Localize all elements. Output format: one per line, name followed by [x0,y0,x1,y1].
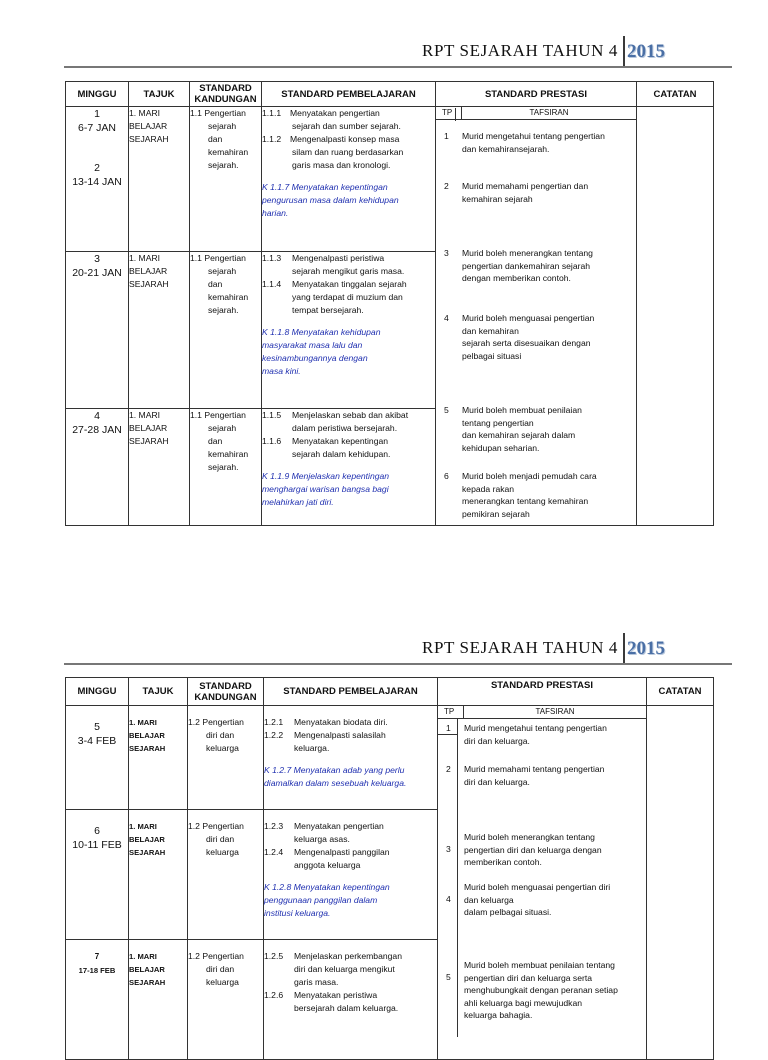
standard-prestasi-cell [438,706,647,1060]
sk-line: keluarga [206,743,239,753]
sp-item [264,729,437,755]
week-date: 3-4 FEB [77,735,117,747]
tajuk-line: 1. MARI [129,253,161,263]
tajuk-line: 1. MARI [129,718,157,727]
tafsiran-line: Murid boleh menguasai pengertian diri [464,882,611,892]
tafsiran-line: pengertian diri dan keluarga dengan [464,844,602,855]
sp-line: sejarah dan sumber sejarah. [292,121,401,131]
tajuk-line: BELAJAR [129,731,165,740]
tafsiran-line: Murid boleh menguasai pengertian [462,313,595,323]
minggu-cell [66,706,129,810]
tafsiran-line: kemahiran sejarah [462,193,533,204]
header-rule [64,66,732,68]
sk-line: diri dan [206,964,235,974]
standard-kandungan-cell [190,107,262,252]
header-divider [623,633,625,665]
col-standard-pembelajaran: STANDARD PEMBELAJARAN [262,82,436,107]
kk-line: menghargai warisan bangsa bagi [262,484,389,494]
sp-number: 1.2.5 [264,951,284,961]
col-sk-line2: KANDUNGAN [194,691,257,703]
tafsiran-line: Murid boleh menjadi pemudah cara [462,471,597,481]
sp-number: 1.2.1 [264,717,284,727]
standard-kandungan-cell [188,810,264,940]
tp-header: TP [436,107,462,120]
sk-line: sejarah. [208,462,239,472]
tajuk-line: 1. MARI [129,410,161,420]
tafsiran-line: sejarah serta disesuaikan dengan [462,338,591,348]
col-tajuk: TAJUK [129,678,188,706]
sk-line: dan [208,436,223,446]
tafsiran-line: dan keluarga [464,894,514,905]
catatan-cell [637,107,714,526]
sp-line: dalam peristiwa bersejarah. [292,423,398,433]
sp-line: tempat bersejarah. [292,305,364,315]
kk-line: K 1.1.9 Menjelaskan kepentingan [262,471,390,481]
col-sk-line1: STANDARD [199,83,252,94]
week-date: 20-21 JAN [72,267,122,279]
col-tajuk: TAJUK [129,82,190,107]
sk-line: keluarga [206,977,239,987]
tp-number: 3 [444,248,449,258]
tajuk-line: BELAJAR [129,835,165,844]
tafsiran-line: dengan memberikan contoh. [462,273,571,283]
header-divider [623,36,625,68]
tajuk-line: SEJARAH [129,848,166,857]
col-standard-kandungan [190,82,262,107]
tajuk-line: SEJARAH [129,279,169,289]
sp-line: sejarah mengikut garis masa. [292,266,405,276]
tp-number: 4 [446,894,451,904]
col-catatan: CATATAN [647,678,714,706]
week-number: 1 [94,108,100,120]
elemen-merentas [262,470,435,509]
week-date: 17-18 FEB [78,966,116,975]
week-number: 7 [94,952,100,961]
sk-line: 1.2 Pengertian [188,951,244,961]
elemen-merentas [262,326,435,378]
sp-line: anggota keluarga [294,860,361,870]
sp-number: 1.1.4 [262,279,282,289]
tajuk-line: 1. MARI [129,108,161,118]
tafsiran-line: Murid mengetahui tentang pengertian [462,131,605,141]
tajuk-cell [129,409,190,526]
tafsiran-line: Murid memahami pengertian dan [462,181,589,191]
tp-number: 2 [446,764,451,774]
sp-line: yang terdapat di muzium dan [292,292,403,302]
tajuk-cell [129,810,188,940]
sp-line: garis masa. [294,977,339,987]
kk-line: K 1.1.7 Menyatakan kepentingan [262,182,388,192]
sk-line: sejarah. [208,305,239,315]
sp-line: Menyatakan biodata diri. [294,717,388,727]
kk-line: institusi keluarga. [264,908,331,918]
kk-line: harian. [262,208,289,218]
tafsiran-line: pelbagai situasi [462,350,522,361]
header-title: RPT SEJARAH TAHUN 4 [422,638,618,657]
sp-line: Mengenalpasti panggilan [294,847,390,857]
tafsiran-line: dan kemahiransejarah. [462,143,550,154]
minggu-cell [66,107,129,252]
tafsiran-line: pengertian dankemahiran sejarah [462,260,591,271]
week-number: 6 [94,825,100,837]
sp-line: Menyatakan pengertian [290,108,380,118]
col-sk-line1: STANDARD [199,680,252,692]
kk-line: diamalkan dalam sesebuah keluarga. [264,778,407,788]
tp-number: 3 [446,844,451,854]
sk-line: dan [208,134,223,144]
sp-line: Menyatakan peristiwa [294,990,378,1000]
sp-item [262,435,435,461]
tafsiran-line: Murid boleh membuat penilaian [462,405,582,415]
sk-line: 1.1 Pengertian [190,108,246,118]
standard-prestasi-cell [436,107,637,526]
minggu-cell [66,409,129,526]
tajuk-line: BELAJAR [129,965,165,974]
sp-number: 1.1.5 [262,410,282,420]
tafsiran-line: keluarga bahagia. [464,1010,533,1020]
tafsiran-list [438,719,646,1037]
week-number: 2 [94,162,100,174]
tajuk-line: BELAJAR [129,266,168,276]
sk-line: dan [208,279,223,289]
col-catatan: CATATAN [637,82,714,107]
header-year: 2015 [627,638,665,659]
sp-line: keluarga. [294,743,330,753]
sp-item [262,278,435,317]
tafsiran-line: ahli keluarga bagi mewujudkan [464,997,583,1008]
week-date: 27-28 JAN [72,424,122,436]
kk-line: melahirkan jati diri. [262,497,334,507]
sp-line: keluarga asas. [294,834,350,844]
header-year: 2015 [627,41,665,62]
sk-line: 1.2 Pengertian [188,717,244,727]
tafsiran-line: pemikiran sejarah [462,508,530,519]
sp-line: Mengenalpasti salasilah [294,730,386,740]
sk-line: kemahiran [208,147,249,157]
tajuk-cell [129,107,190,252]
standard-kandungan-cell [188,940,264,1060]
tp-number: 2 [444,181,449,191]
catatan-cell [647,706,714,1060]
tafsiran-line: kehidupan seharian. [462,442,540,453]
tajuk-cell [129,252,190,409]
sp-line: Menyatakan pengertian [294,821,384,831]
tp-number: 5 [446,972,451,982]
kk-line: masyarakat masa lalu dan [262,340,363,350]
sp-item [262,409,435,435]
tajuk-line: BELAJAR [129,423,168,433]
tajuk-cell [129,940,188,1060]
week-number: 5 [94,721,100,733]
standard-kandungan-cell [190,252,262,409]
sk-line: 1.1 Pengertian [190,253,246,263]
kk-line: K 1.2.8 Menyatakan kepentingan [264,882,390,892]
tp-number: 4 [444,313,449,323]
minggu-cell [66,810,129,940]
tajuk-line: SEJARAH [129,978,166,987]
tajuk-line: SEJARAH [129,744,166,753]
tajuk-line: 1. MARI [129,822,157,831]
table-row [66,706,714,810]
header-title: RPT SEJARAH TAHUN 4 [422,41,618,60]
sp-line: garis masa dan kronologi. [292,160,391,170]
col-standard-kandungan [188,678,264,706]
kk-line: masa kini. [262,366,301,376]
week-date: 10-11 FEB [72,839,122,851]
sp-item [264,950,437,989]
sp-line: silam dan ruang berdasarkan [292,147,404,157]
sk-line: kemahiran [208,292,249,302]
sp-line: Menjelaskan perkembangan [294,951,402,961]
sk-line: kemahiran [208,449,249,459]
sp-number: 1.2.4 [264,847,284,857]
standard-pembelajaran-cell [262,107,436,252]
sp-number: 1.1.6 [262,436,282,446]
tajuk-line: 1. MARI [129,952,157,961]
sp-item [264,716,437,729]
tafsiran-line: memberikan contoh. [464,857,542,867]
rpt-table-1 [65,81,714,526]
tajuk-line: BELAJAR [129,121,168,131]
page-header [64,0,732,66]
col-minggu: MINGGU [66,82,129,107]
col-standard-prestasi: STANDARD PRESTASI [436,82,637,107]
sp-item [264,846,437,872]
tafsiran-line: dan kemahiran [462,325,519,336]
tafsiran-line: Murid mengetahui tentang pengertian [464,723,607,733]
col-standard-prestasi: STANDARD PRESTASI [438,678,647,706]
sk-line: sejarah [208,423,237,433]
sp-line: Menyatakan kepentingan [292,436,389,446]
kk-line: kesinambungannya dengan [262,353,368,363]
sp-line: diri dan keluarga mengikut [294,964,395,974]
sp-item [262,133,435,172]
sp-item [262,107,435,133]
sp-number: 1.1.2 [262,134,282,144]
tafsiran-list [436,120,636,521]
sp-number: 1.2.6 [264,990,284,1000]
standard-pembelajaran-cell [264,810,438,940]
page-header [64,597,732,663]
standard-pembelajaran-cell [264,940,438,1060]
sp-line: Mengenalpasti konsep masa [290,134,400,144]
tp-number: 1 [444,131,449,141]
standard-kandungan-cell [188,706,264,810]
sp-number: 1.2.3 [264,821,284,831]
sp-line: sejarah dalam kehidupan. [292,449,391,459]
tafsiran-line: diri dan keluarga. [464,776,530,787]
elemen-merentas [264,764,437,790]
tajuk-cell [129,706,188,810]
week-number: 3 [94,253,100,265]
sk-line: sejarah. [208,160,239,170]
sp-number: 1.1.1 [262,108,282,118]
tafsiran-line: Murid boleh membuat penilaian tentang [464,960,615,970]
tafsiran-line: pengertian diri dan keluarga serta [464,972,593,983]
standard-pembelajaran-cell [262,252,436,409]
sk-line: 1.2 Pengertian [188,821,244,831]
tp-number: 5 [444,405,449,415]
sp-number: 1.2.2 [264,730,284,740]
elemen-merentas [262,181,435,220]
tafsiran-header: TAFSIRAN [462,107,636,120]
kk-line: pengurusan masa dalam kehidupan [262,195,399,205]
tafsiran-line: Murid boleh menerangkan tentang [462,248,593,258]
tafsiran-line: menghubungkait dengan peranan setiap [464,985,618,995]
tafsiran-line: tentang pengertian [462,417,534,428]
tp-header: TP [438,706,464,719]
header-rule [64,663,732,665]
kk-line: penggunaan panggilan dalam [264,895,378,905]
col-sk-line2: KANDUNGAN [194,94,257,105]
tajuk-line: SEJARAH [129,134,169,144]
tafsiran-line: kepada rakan [462,483,515,494]
week-date: 6-7 JAN [78,122,116,134]
sp-number: 1.1.3 [262,253,282,263]
standard-pembelajaran-cell [264,706,438,810]
sp-item [262,252,435,278]
tafsiran-line: dan kemahiran sejarah dalam [462,430,576,440]
sp-line: Mengenalpasti peristiwa [292,253,385,263]
kk-line: K 1.2.7 Menyatakan adab yang perlu [264,765,405,775]
standard-kandungan-cell [190,409,262,526]
sk-line: diri dan [206,730,235,740]
tp-number: 6 [444,471,449,481]
elemen-merentas [264,881,437,920]
sk-line: keluarga [206,847,239,857]
table-row [66,107,714,252]
sp-line: bersejarah dalam keluarga. [294,1003,399,1013]
sk-line: sejarah [208,266,237,276]
sp-line: Menyatakan tinggalan sejarah [292,279,407,289]
sp-item [264,820,437,846]
tafsiran-header: TAFSIRAN [464,706,646,719]
sk-line: diri dan [206,834,235,844]
sk-line: 1.1 Pengertian [190,410,246,420]
sp-line: Menjelaskan sebab dan akibat [292,410,409,420]
tajuk-line: SEJARAH [129,436,169,446]
sp-item [264,989,437,1015]
col-minggu: MINGGU [66,678,129,706]
sk-line: sejarah [208,121,237,131]
col-standard-pembelajaran: STANDARD PEMBELAJARAN [264,678,438,706]
minggu-cell [66,252,129,409]
tafsiran-line: Murid memahami tentang pengertian [464,764,605,774]
tp-number: 1 [446,723,451,733]
tafsiran-line: Murid boleh menerangkan tentang [464,832,595,842]
week-number: 4 [94,410,100,422]
kk-line: K 1.1.8 Menyatakan kehidupan [262,327,381,337]
week-date: 13-14 JAN [72,176,122,188]
rpt-table-2 [65,677,714,1060]
tafsiran-line: diri dan keluarga. [464,735,530,746]
standard-pembelajaran-cell [262,409,436,526]
tafsiran-line: menerangkan tentang kemahiran [462,496,589,506]
minggu-cell [66,940,129,1060]
tafsiran-line: dalam pelbagai situasi. [464,907,552,917]
